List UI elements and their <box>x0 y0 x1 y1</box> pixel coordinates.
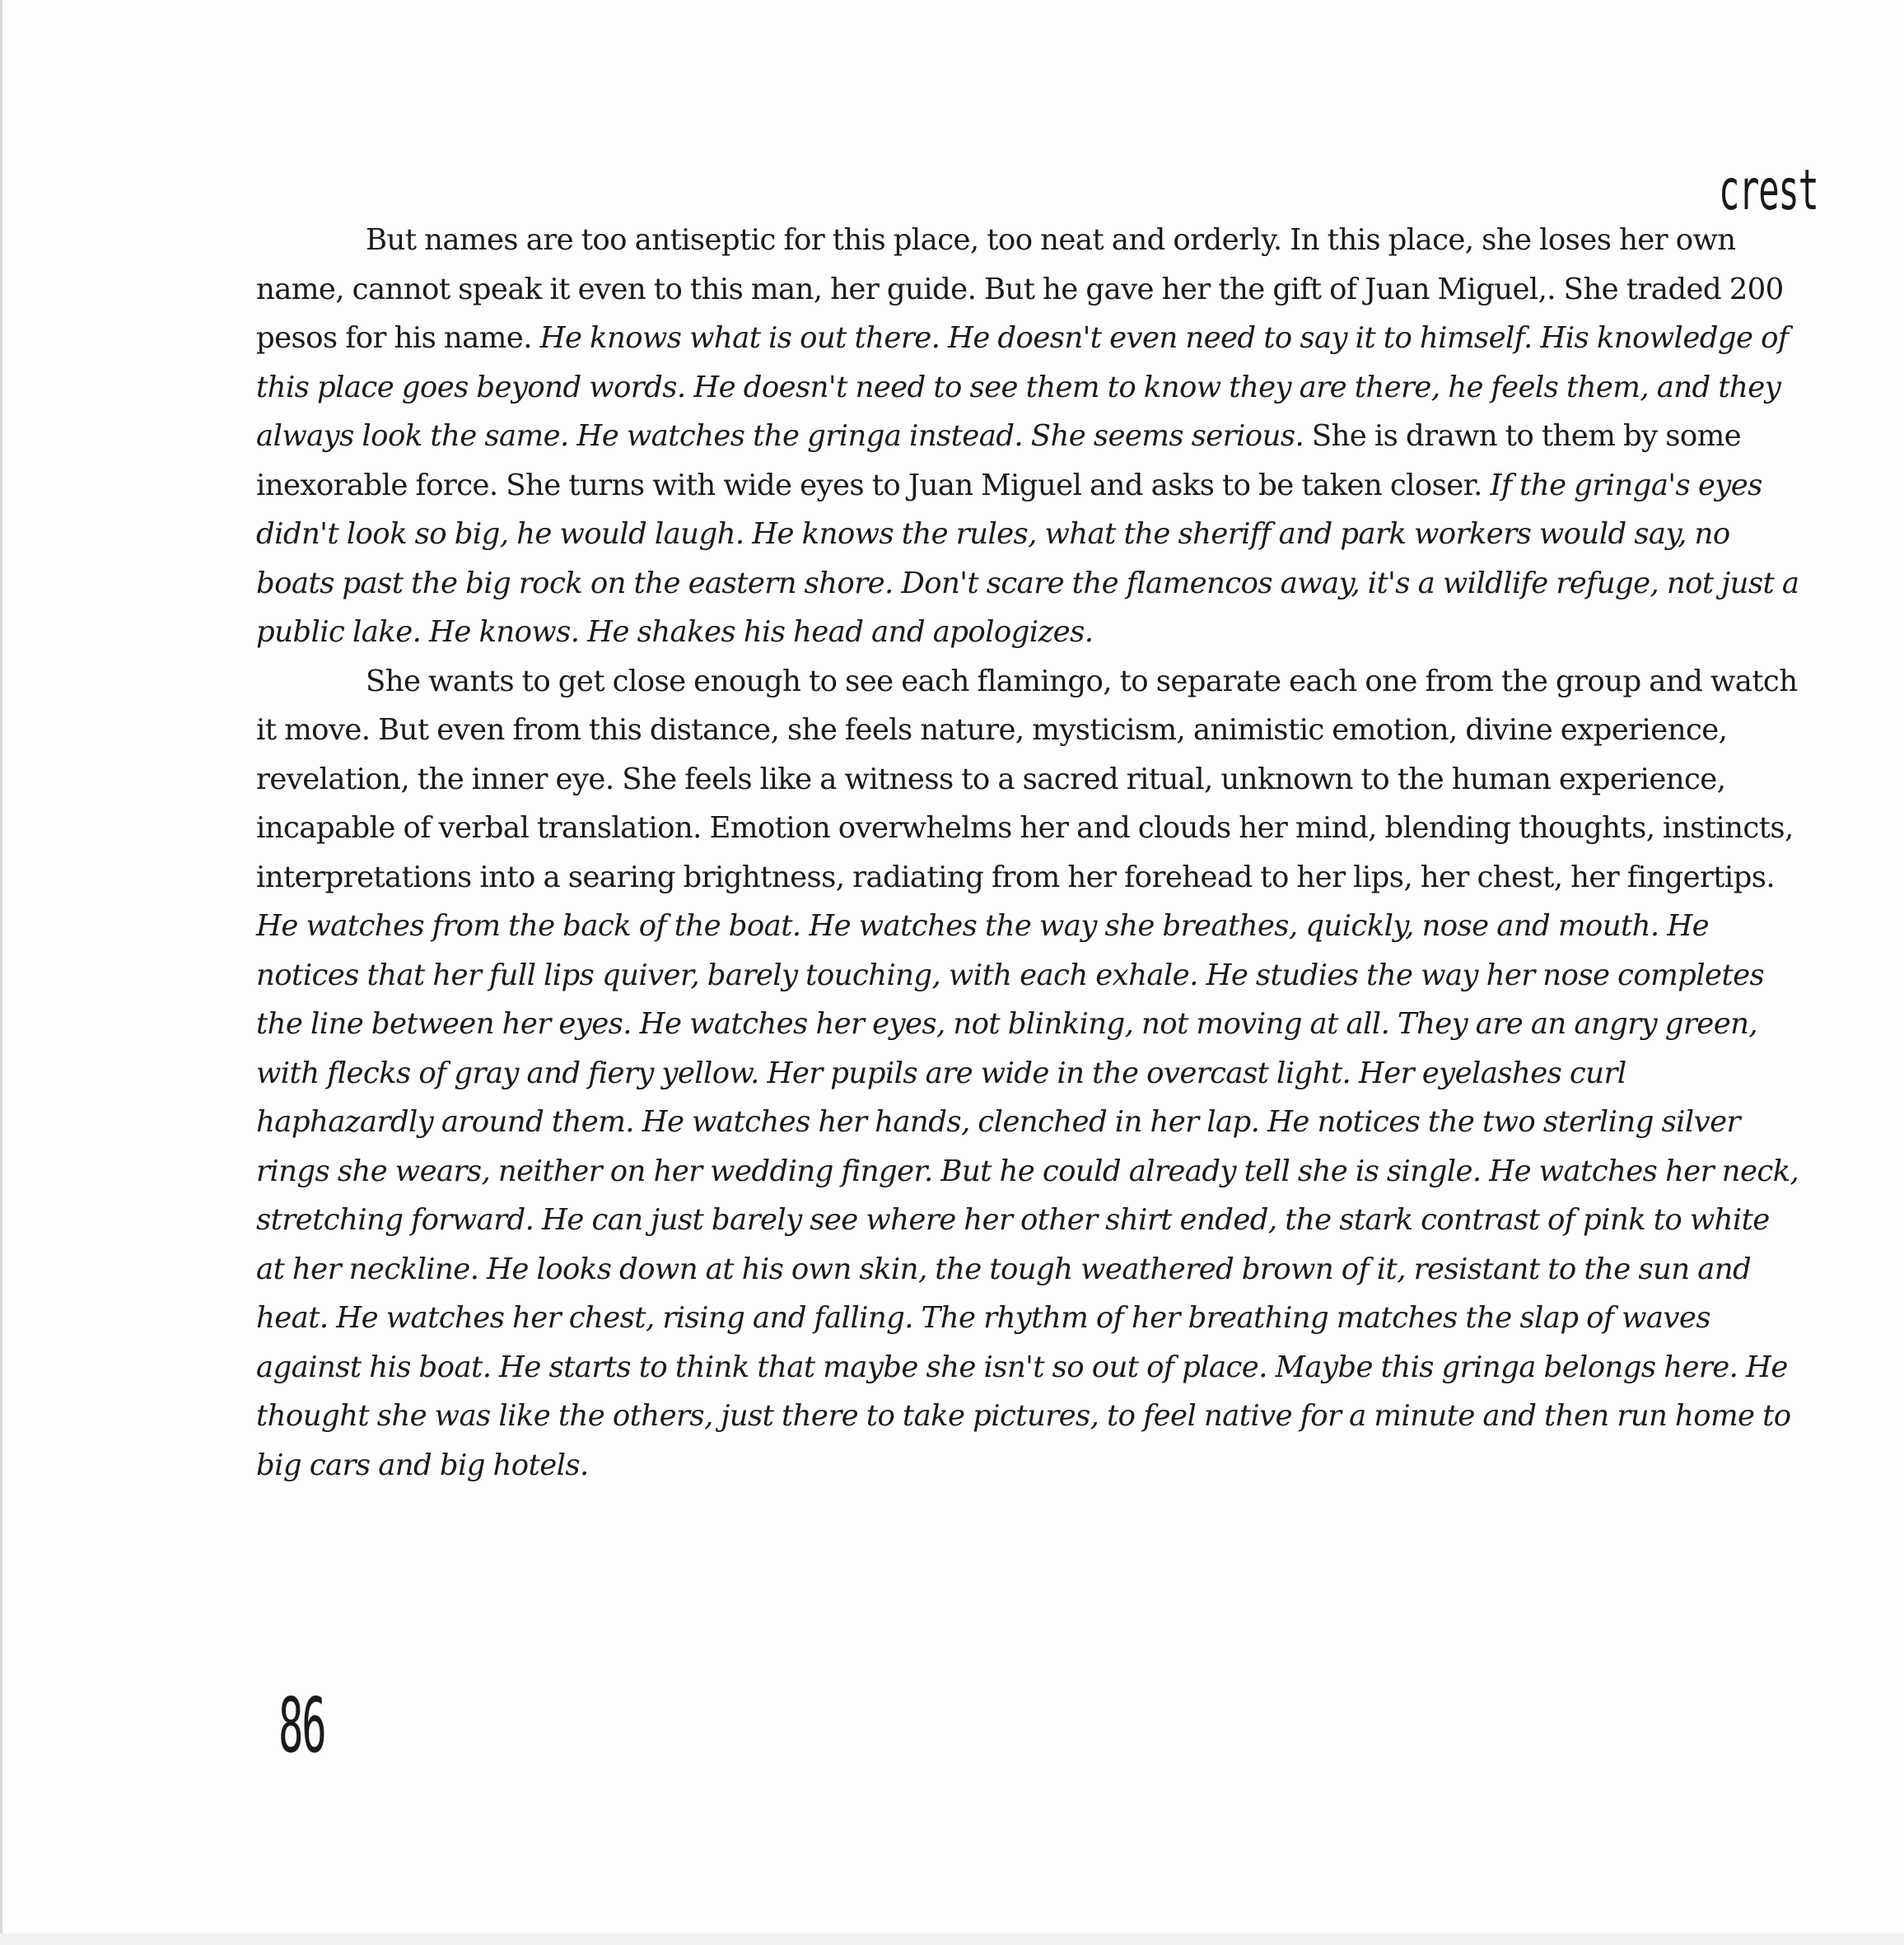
text-run: She is drawn to them by some inexorable force. She turns with wide eyes to Juan Miguel and asks to be taken closer. <box>256 419 1742 502</box>
text-run-italic: He watches from the back of the boat. He watches the way she breathes, quickly, nose and mouth. He notices that her full lips quiver, barely touching, with each exhale. He studies the way her nose completes the line between her eyes. He watches her eyes, not blinking, not moving at all. They are an angry green, with flecks of gray and fiery yellow. Her pupils are wide in the overcast light. Her eyelashes curl haphazardly around them. He watches her hands, clenched in her lap. He notices the two sterling silver rings she wears, neither on her wedding finger. But he could already tell she is single. He watches her neck, stretching forward. He can just barely see where her other shirt ended, the stark contrast of pink to white at her neckline. He looks down at his own skin, the tough weathered brown of it, resistant to the sun and heat. He watches her chest, rising and falling. The rhythm of her breathing matches the slap of waves against his boat. He starts to think that maybe she isn't so out of place. Maybe this gringa belongs here. He thought she was like the others, just there to take pictures, to feel native for a minute and then run home to big cars and big hotels. <box>256 909 1799 1482</box>
text-run-italic: He knows what is out there. He doesn't even need to say it to himself. His knowledge of this place goes beyond words. He doesn't need to see them to know they are there, he feels them, and they always look the same. He watches the gringa instead. She seems serious. <box>256 321 1789 453</box>
scan-bottom-edge <box>0 1933 1904 1945</box>
text-run: But names are too antiseptic for this place, too neat and orderly. In this place, she loses her own name, cannot speak it even to this man, her guide. But he gave her the gift of Juan Miguel,. She traded 200 pesos for his name. <box>256 223 1784 355</box>
paragraph-1 <box>256 216 1804 657</box>
running-head: crest <box>1719 158 1818 223</box>
page-edge-shadow <box>0 0 2 1945</box>
text-run-italic: If the gringa's eyes didn't look so big, he would laugh. He knows the rules, what the sheriff and park workers would say, no boats past the big rock on the eastern shore. Don't scare the flamencos away, it's a wildlife refuge, not just a public lake. He knows. He shakes his head and apologizes. <box>256 468 1799 649</box>
body-text <box>256 216 1804 1490</box>
page-number: 86 <box>278 1681 325 1770</box>
text-run: She wants to get close enough to see each flamingo, to separate each one from the group and watch it move. But even from this distance, she feels nature, mysticism, animistic emotion, divine experience, revelation, the inner eye. She feels like a witness to a sacred ritual, unknown to the human experience, incapable of verbal translation. Emotion overwhelms her and clouds her mind, blending thoughts, instincts, interpretations into a searing brightness, radiating from her forehead to her lips, her chest, her fingertips. <box>256 664 1798 894</box>
paragraph-2 <box>256 657 1804 1490</box>
